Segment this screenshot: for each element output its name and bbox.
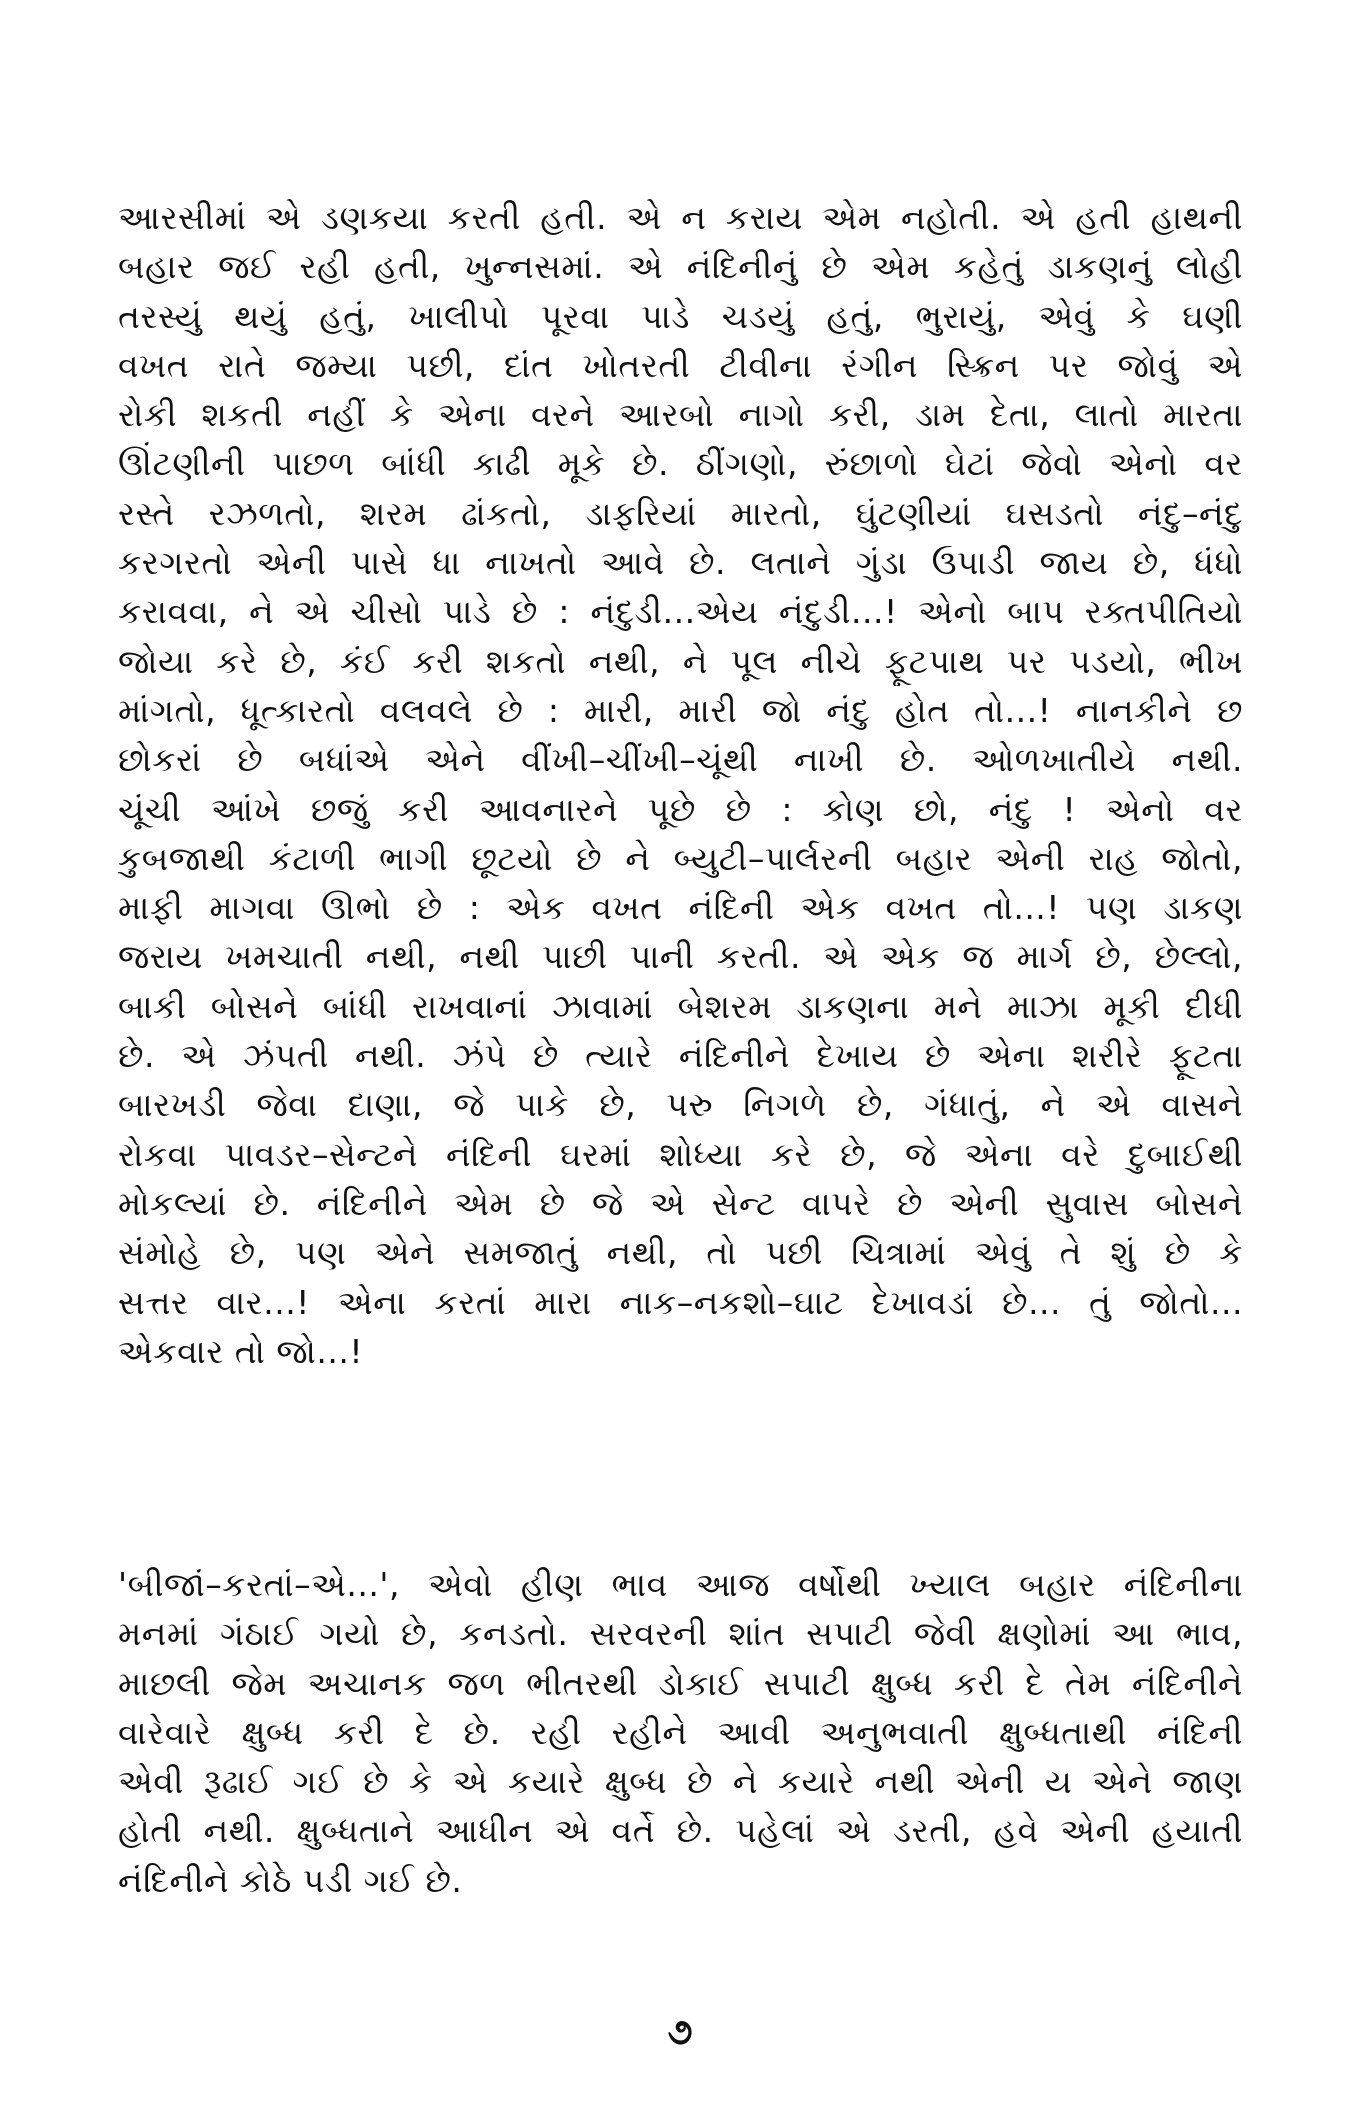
text-line: જોયા કરે છે, કંઈ કરી શકતો નથી, ને પૂલ નીચે ફૂટપાથ પર પડયો, ભીખ bbox=[118, 641, 1243, 681]
text-line: બાકી બોસને બાંધી રાખવાનાં ઝાવામાં બેશરમ ડાકણના મને માઝા મૂકી દીધી bbox=[118, 986, 1243, 1026]
text-line: કરગરતો એની પાસે ધા નાખતો આવે છે. લતાને ગુંડા ઉપાડી જાય છે, ધંધો bbox=[118, 543, 1243, 583]
text-line: બહાર જઈ રહી હતી, ખુન્નસમાં. એ નંદિનીનું છે એમ કહેતું ડાકણનું લોહી bbox=[118, 247, 1243, 287]
paragraph-2 bbox=[118, 1560, 1243, 1905]
text-line: કુબજાથી કંટાળી ભાગી છૂટયો છે ને બ્યુટી–પાર્લરની બહાર એની રાહ જોતો, bbox=[118, 838, 1243, 878]
text-line: માફી માગવા ઊભો છે : એક વખત નંદિની એક વખત તો...! પણ ડાકણ bbox=[118, 888, 1243, 928]
text-line: રસ્તે રઝળતો, શરમ ઢાંકતો, ડાફરિયાં મારતો, ઘુંટણીયાં ઘસડતો નંદુ–નંદુ bbox=[118, 493, 1243, 533]
text-line: એકવાર તો જો...! bbox=[118, 1331, 364, 1371]
text-line: એવી રૂઢાઈ ગઈ છે કે એ કયારે ક્ષુબ્ધ છે ને કયારે નથી એની ય એને જાણ bbox=[118, 1762, 1243, 1802]
text-line: 'બીજાં–કરતાં–એ...', એવો હીણ ભાવ આજ વર્ષોથી ખ્યાલ બહાર નંદિનીના bbox=[118, 1565, 1243, 1604]
text-line: સત્તર વાર...! એના કરતાં મારા નાક–નકશો–ઘાટ દેખાવડાં છે... તું જોતો... bbox=[118, 1282, 1243, 1322]
text-line: છે. એ ઝંપતી નથી. ઝંપે છે ત્યારે નંદિનીને દેખાય છે એના શરીરે ફૂટતા bbox=[118, 1036, 1243, 1076]
text-line: રોકવા પાવડર–સેન્ટને નંદિની ઘરમાં શોધ્યા કરે છે, જે એના વરે દુબાઈથી bbox=[118, 1134, 1243, 1174]
paragraph-1 bbox=[118, 193, 1243, 1376]
text-line: ચૂંચી આંખે છજું કરી આવનારને પૂછે છે : કોણ છો, નંદુ ! એનો વર bbox=[118, 789, 1243, 829]
text-line: મનમાં ગંઠાઈ ગયો છે, કનડતો. સરવરની શાંત સપાટી જેવી ક્ષણોમાં આ ભાવ, bbox=[118, 1614, 1243, 1654]
text-line: સંમોહે છે, પણ એને સમજાતું નથી, તો પછી ચિત્રામાં એવું તે શું છે કે bbox=[118, 1233, 1243, 1273]
text-line: વારેવારે ક્ષુબ્ધ કરી દે છે. રહી રહીને આવી અનુભવાતી ક્ષુબ્ધતાથી નંદિની bbox=[118, 1712, 1243, 1752]
text-line: મોકલ્યાં છે. નંદિનીને એમ છે જે એ સેન્ટ વાપરે છે એની સુવાસ બોસને bbox=[118, 1183, 1243, 1223]
text-line: વખત રાતે જમ્યા પછી, દાંત ખોતરતી ટીવીના રંગીન સ્ક્રિન પર જોવું એ bbox=[118, 345, 1243, 385]
page-number: ૭ bbox=[667, 2012, 693, 2053]
text-line: આરસીમાં એ ડણકયા કરતી હતી. એ ન કરાય એમ નહોતી. એ હતી હાથની bbox=[118, 198, 1243, 237]
text-line: રોકી શકતી નહીં કે એના વરને આરબો નાગો કરી, ડામ દેતા, લાતો મારતા bbox=[118, 395, 1243, 435]
text-line: કરાવવા, ને એ ચીસો પાડે છે : નંદુડી...એય નંદુડી...! એનો બાપ રક્તપીતિયો bbox=[118, 592, 1243, 632]
text-line: નંદિનીને કોઠે પડી ગઈ છે. bbox=[118, 1860, 463, 1900]
text-line: માછલી જેમ અચાનક જળ ભીતરથી ડોકાઈ સપાટી ક્ષુબ્ધ કરી દે તેમ નંદિનીને bbox=[118, 1663, 1243, 1703]
text-line: જરાય ખમચાતી નથી, નથી પાછી પાની કરતી. એ એક જ માર્ગ છે, છેલ્લો, bbox=[118, 937, 1243, 977]
text-line: ઊંટણીની પાછળ બાંધી કાઢી મૂકે છે. ઠીંગણો, રુંછાળો ઘેટાં જેવો એનો વર bbox=[118, 444, 1243, 484]
text-line: માંગતો, ધૂત્કારતો વલવલે છે : મારી, મારી જો નંદુ હોત તો...! નાનકીને છ bbox=[118, 690, 1243, 730]
text-line: તરસ્યું થયું હતું, ખાલીપો પૂરવા પાડે ચડયું હતું, ભુરાયું, એવું કે ઘણી bbox=[118, 296, 1243, 336]
text-line: છોકરાં છે બધાંએ એને વીંખી–ચીંખી–ચૂંથી નાખી છે. ઓળખાતીયે નથી. bbox=[118, 740, 1243, 780]
text-line: બારખડી જેવા દાણા, જે પાકે છે, પરુ નિગળે છે, ગંધાતું, ને એ વાસને bbox=[118, 1085, 1243, 1125]
text-line: હોતી નથી. ક્ષુબ્ધતાને આધીન એ વર્તે છે. પહેલાં એ ડરતી, હવે એની હયાતી bbox=[118, 1811, 1243, 1851]
